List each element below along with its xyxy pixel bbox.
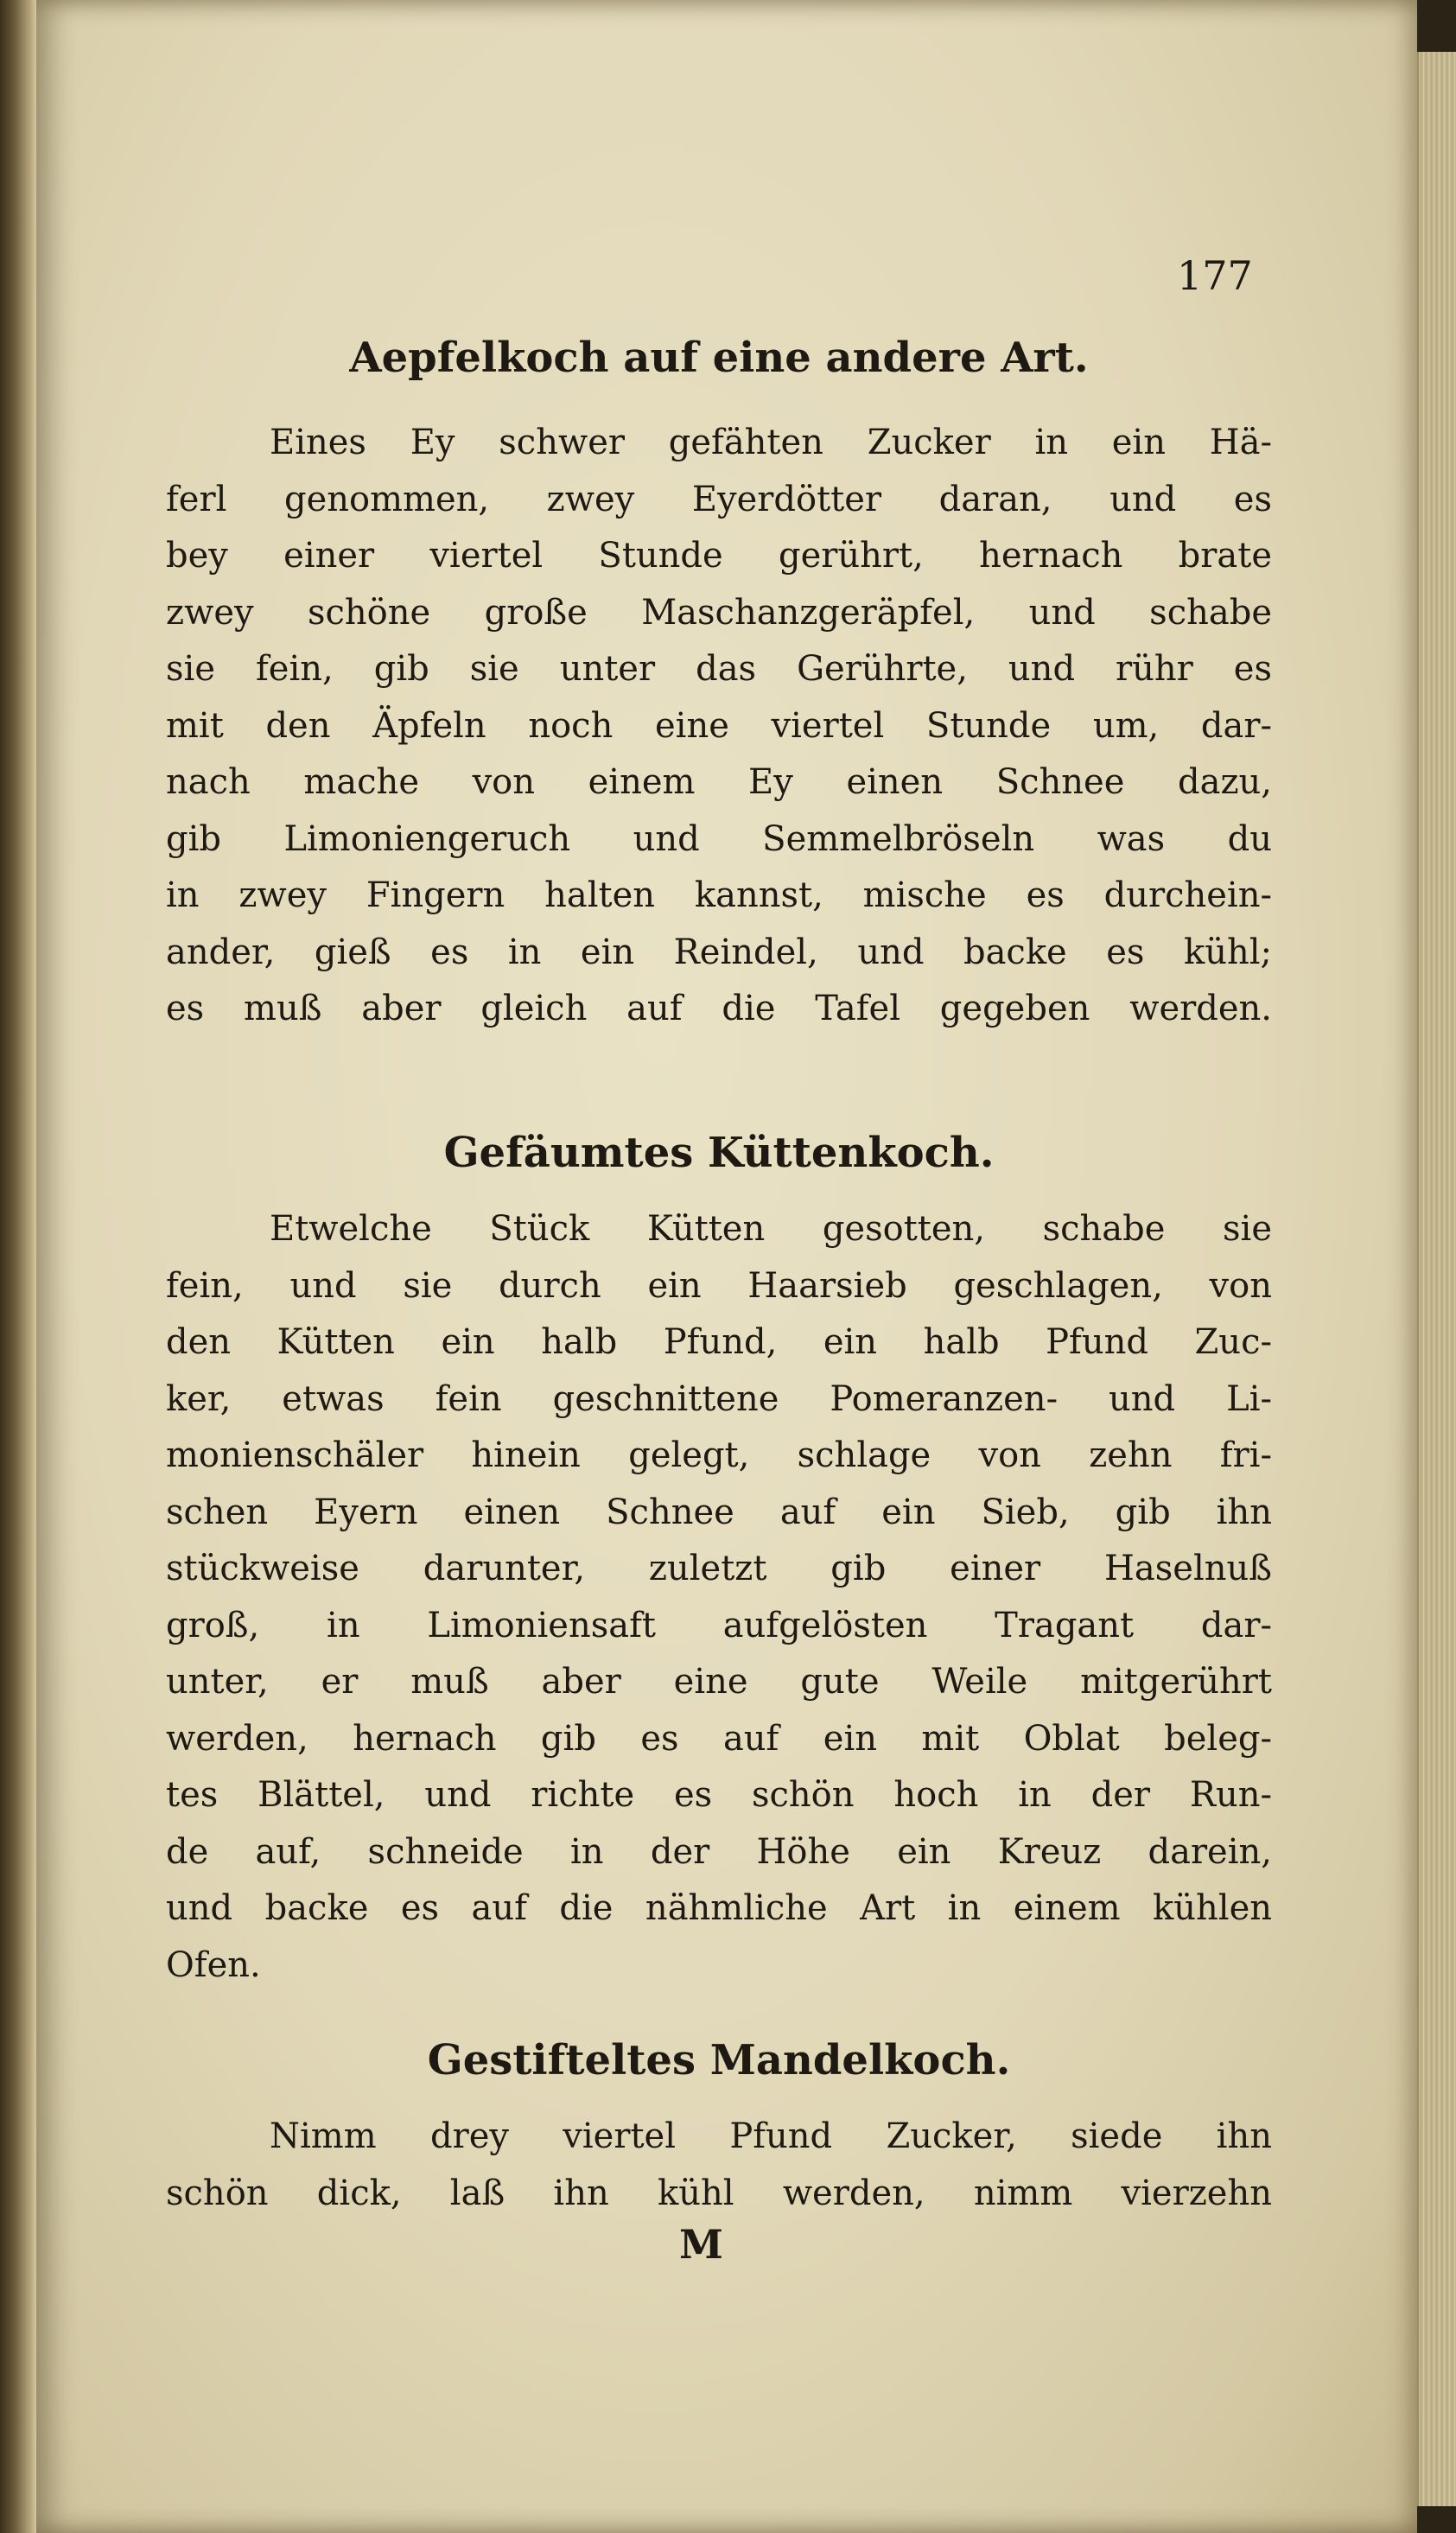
book-page [36, 0, 1417, 2533]
page-edges [1417, 52, 1456, 2506]
signature-mark: M [679, 2221, 723, 2268]
text-line: Nimm drey viertel Pfund Zucker, siede ihn [270, 2116, 1272, 2156]
recipe-body-mandelkoch [166, 2109, 1272, 2222]
text-line: schen Eyern einen Schnee auf ein Sieb, gib ihn [166, 1492, 1272, 1532]
recipe-body-aepfelkoch [166, 415, 1272, 1038]
text-line: den Kütten ein halb Pfund, ein halb Pfund Zuc- [166, 1322, 1272, 1362]
text-line: werden, hernach gib es auf ein mit Oblat beleg- [166, 1718, 1272, 1759]
text-line: schön dick, laß ihn kühl werden, nimm vierzehn [166, 2173, 1272, 2213]
recipe-title-mandelkoch: Gestifteltes Mandelkoch. [427, 2036, 1011, 2084]
text-line: Eines Ey schwer gefähten Zucker in ein Hä- [270, 423, 1272, 462]
book-gutter [0, 0, 36, 2533]
text-line: in zwey Fingern halten kannst, mische es durchein- [166, 875, 1272, 915]
text-line: sie fein, gib sie unter das Gerührte, und rühr es [166, 649, 1272, 689]
text-line: tes Blättel, und richte es schön hoch in der Run- [166, 1775, 1272, 1815]
text-line: mit den Äpfeln noch eine viertel Stunde um, dar- [166, 705, 1272, 746]
text-line: es muß aber gleich auf die Tafel gegeben werden. [166, 989, 1272, 1028]
text-line: monienschäler hinein gelegt, schlage von zehn fri- [166, 1435, 1272, 1475]
text-line: groß, in Limoniensaft aufgelösten Tragant dar- [166, 1605, 1272, 1645]
text-line: Ofen. [166, 1944, 261, 1985]
text-line: unter, er muß aber eine gute Weile mitgerührt [166, 1662, 1272, 1702]
text-line: zwey schöne große Maschanzgeräpfel, und schabe [166, 592, 1272, 633]
text-line: ander, gieß es in ein Reindel, und backe es kühl; [166, 932, 1272, 972]
page-number: 177 [1177, 252, 1253, 299]
text-line: nach mache von einem Ey einen Schnee dazu, [166, 762, 1272, 802]
text-line: de auf, schneide in der Höhe ein Kreuz darein, [166, 1831, 1272, 1872]
text-line: Etwelche Stück Kütten gesotten, schabe sie [270, 1209, 1272, 1249]
text-line: ker, etwas fein geschnittene Pomeranzen- und Li- [166, 1378, 1272, 1419]
text-line: stückweise darunter, zuletzt gib einer Haselnuß [166, 1549, 1272, 1588]
text-line: gib Limoniengeruch und Semmelbröseln was du [166, 818, 1272, 859]
text-line: und backe es auf die nähmliche Art in einem kühlen [166, 1888, 1272, 1928]
text-line: ferl genommen, zwey Eyerdötter daran, und es [166, 479, 1272, 519]
text-line: bey einer viertel Stunde gerührt, hernach brate [166, 536, 1272, 576]
recipe-title-kuettenkoch: Gefäumtes Küttenkoch. [443, 1129, 995, 1177]
text-line: fein, und sie durch ein Haarsieb geschlagen, von [166, 1265, 1272, 1306]
recipe-body-kuettenkoch [166, 1201, 1272, 1994]
recipe-title-aepfelkoch: Aepfelkoch auf eine andere Art. [349, 334, 1089, 382]
